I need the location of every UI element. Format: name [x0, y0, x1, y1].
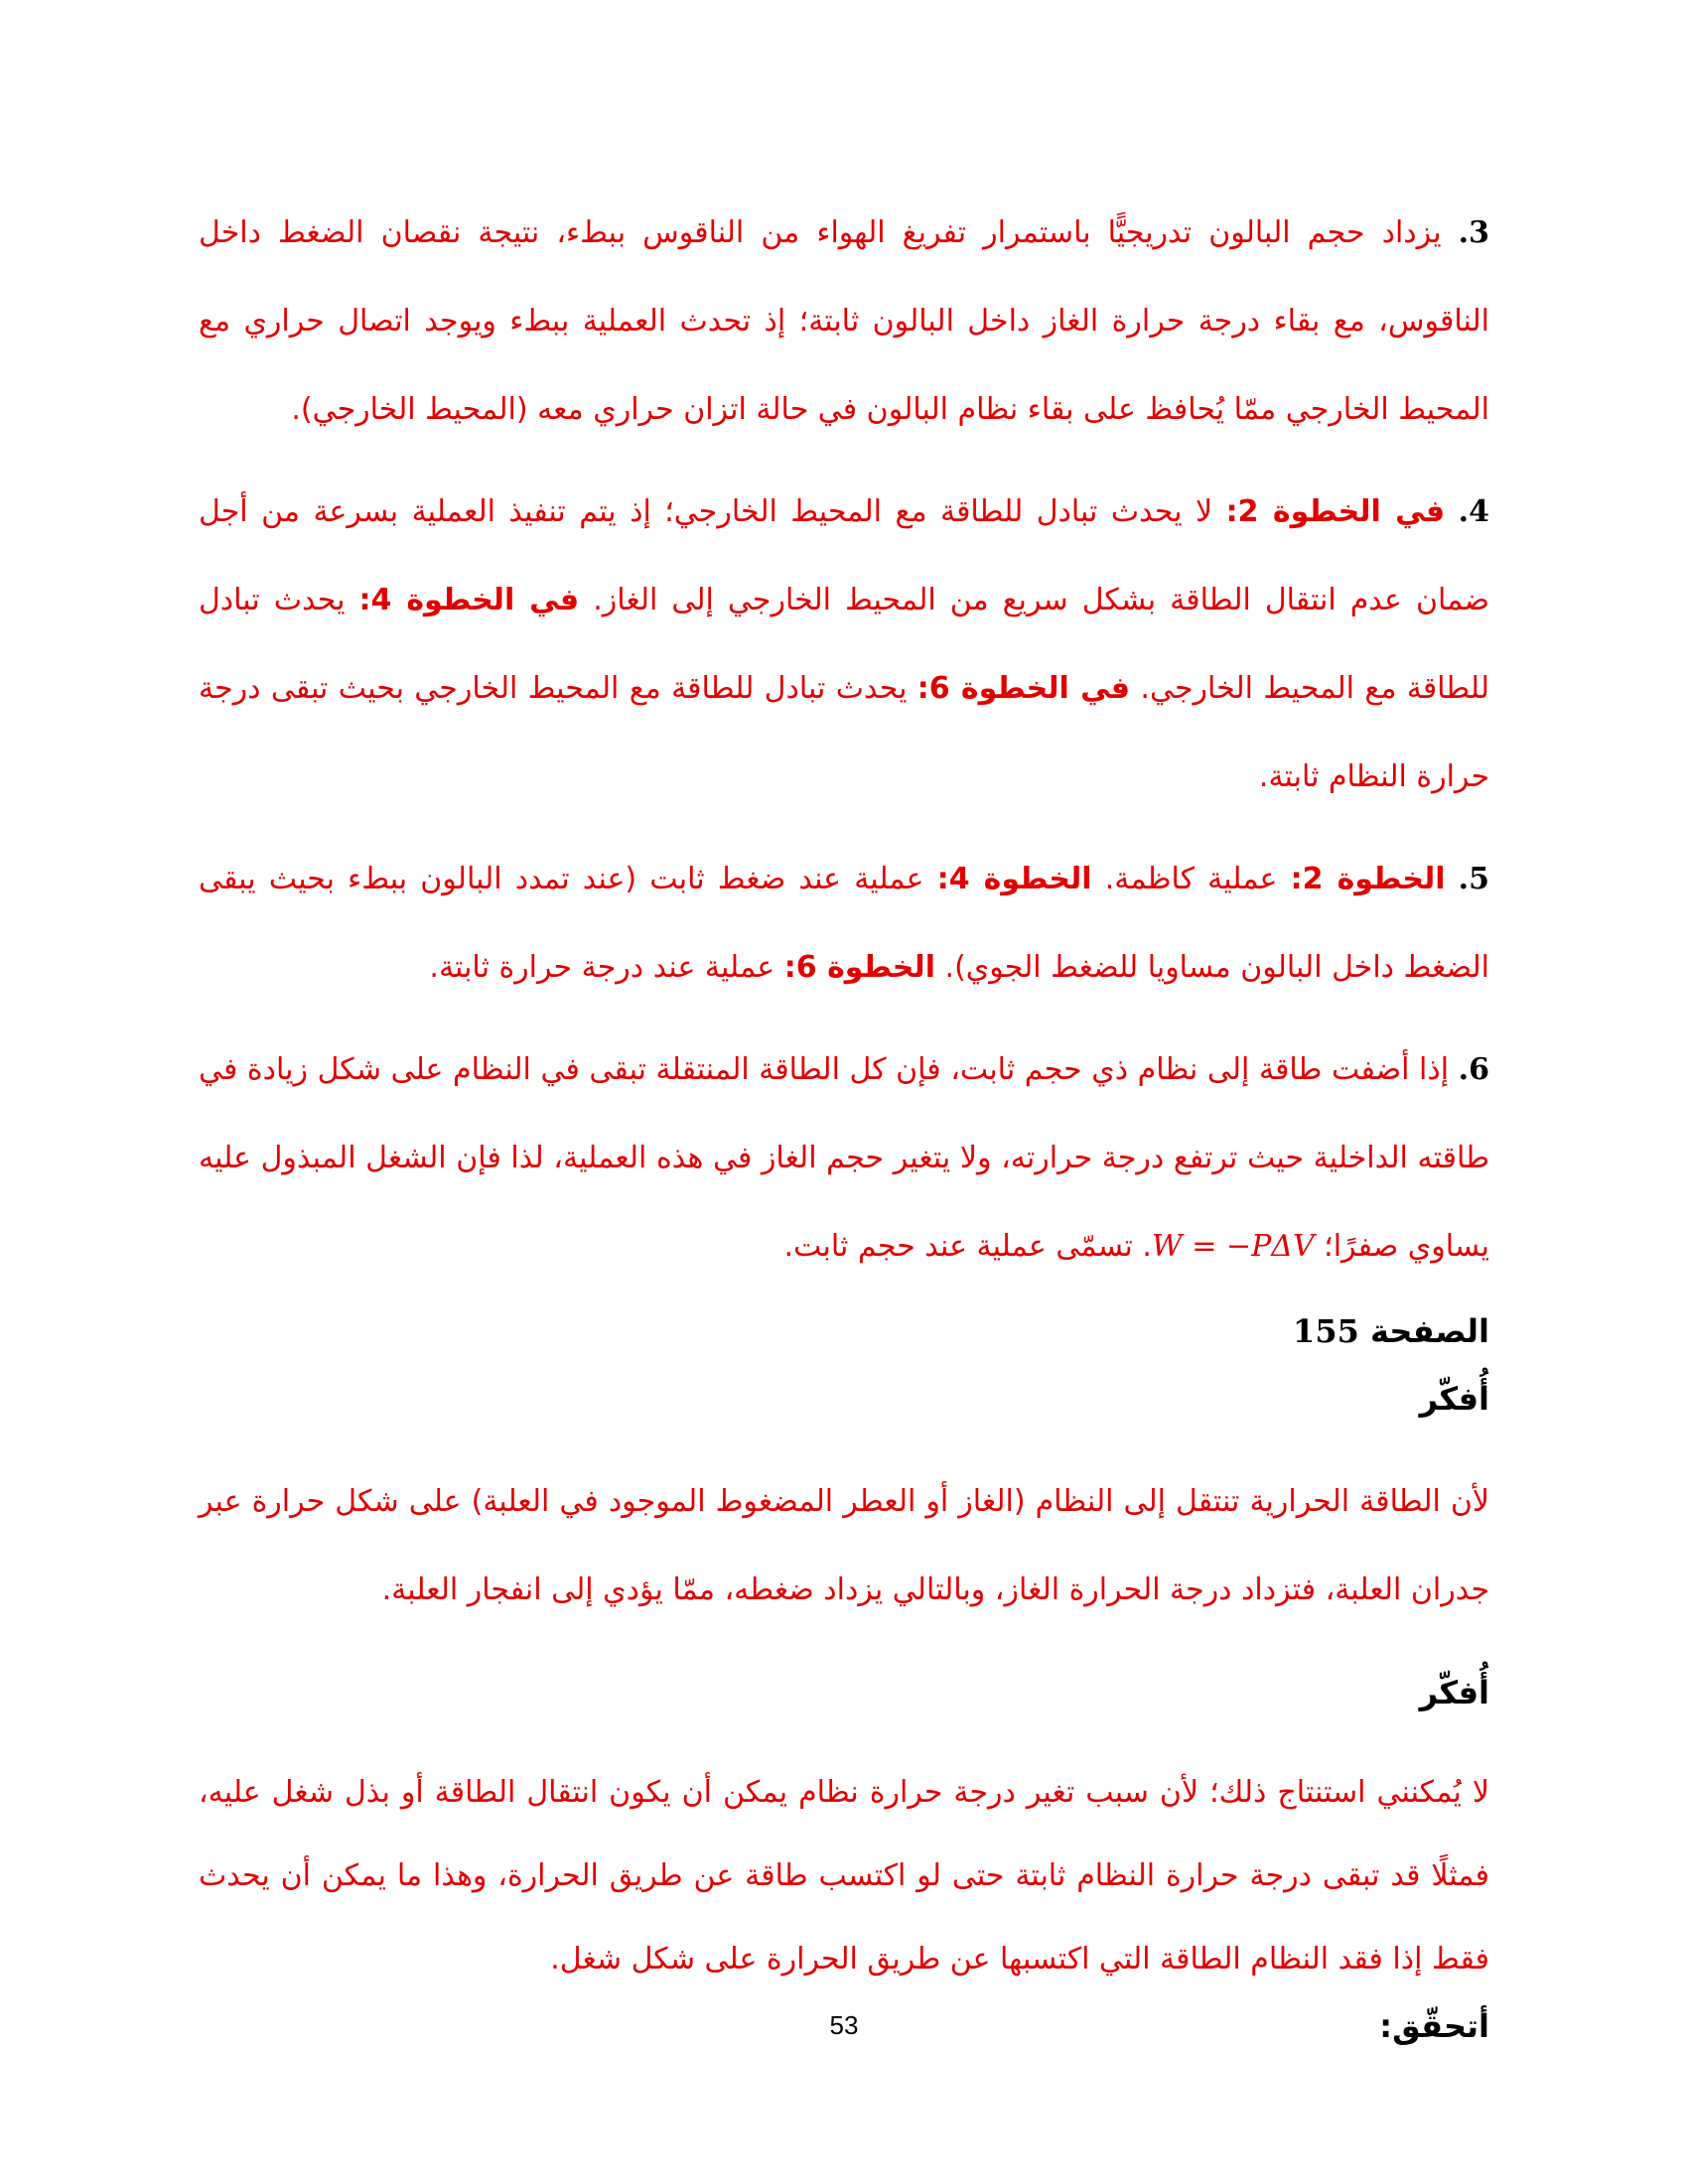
think-heading-1: أُفكّر [1419, 1380, 1489, 1418]
step-2-label: في الخطوة 2: [1225, 494, 1446, 529]
paragraph-text: إذا أضفت طاقة إلى نظام ذي حجم ثابت، فإن كل الطاقة المنتقلة تبقى في النظام على شكل زيادة في طاقته الداخلية حيث ترتفع درجة حرارته، ولا يتغير حجم الغاز في هذه العملية، لذا فإن الشغل المبذول عليه يساوي صفرًا؛ [199, 1052, 1489, 1264]
work-formula: W = −PΔV [1151, 1229, 1315, 1264]
verify-heading: أتحقّق: [1379, 2007, 1489, 2045]
step-2-text: عملية كاظمة. [1104, 862, 1278, 896]
step-4-label: في الخطوة 4: [358, 583, 580, 617]
step-6-text: عملية عند درجة حرارة ثابتة. [429, 950, 775, 985]
paragraph-text: يزداد حجم البالون تدريجيًّا باستمرار تفريغ الهواء من الناقوس ببطء، نتيجة نقصان الضغط داخل الناقوس، مع بقاء درجة حرارة الغاز داخل البالون ثابتة؛ إذ تحدث العملية ببطء ويوجد اتصال حراري مع المحيط الخارجي ممّا يُحافظ على بقاء نظام البالون في حالة اتزان حراري معه (المحيط الخارجي). [199, 215, 1489, 427]
paragraph-tail: . تسمّى عملية عند حجم ثابت. [783, 1229, 1152, 1264]
step-6-label: في الخطوة 6: [916, 671, 1131, 706]
think-answer-2 [199, 1751, 1489, 2001]
paragraph-5 [199, 835, 1489, 1012]
page-content [199, 189, 1489, 2045]
textbook-page-label: الصفحة [1369, 1312, 1489, 1350]
step-4-text: عملية عند ضغط ثابت (عند تمدد البالون ببطء بحيث يبقى الضغط داخل البالون مساويا للضغط الجوي). [199, 862, 1489, 985]
step-4-label: الخطوة 4: [936, 862, 1092, 896]
textbook-page-number: 155 [1293, 1312, 1359, 1350]
step-2-text: لا يحدث تبادل للطاقة مع المحيط الخارجي؛ إذ يتم تنفيذ العملية بسرعة من أجل ضمان عدم انتقال الطاقة بشكل سريع من المحيط الخارجي إلى الغاز. [199, 494, 1489, 617]
item-number: 5. [1458, 862, 1489, 896]
textbook-page-heading [199, 1312, 1489, 1350]
step-6-label: الخطوة 6: [783, 950, 935, 985]
item-number: 4. [1458, 494, 1489, 529]
paragraph-3 [199, 189, 1489, 454]
item-number: 6. [1458, 1052, 1489, 1087]
item-number: 3. [1458, 215, 1489, 250]
paragraph-4 [199, 468, 1489, 821]
page-number: 53 [829, 2010, 859, 2040]
paragraph-text: لأن الطاقة الحرارية تنتقل إلى النظام (الغاز أو العطر المضغوط الموجود في العلبة) على شكل حرارة عبر جدران العلبة، فتزداد درجة الحرارة الغاز، وبالتالي يزداد ضغطه، ممّا يؤدي إلى انفجار العلبة. [199, 1484, 1489, 1607]
paragraph-text: لا يُمكنني استنتاج ذلك؛ لأن سبب تغير درجة حرارة نظام يمكن أن يكون انتقال الطاقة أو بذل شغل عليه، فمثلًا قد تبقى درجة حرارة النظام ثابتة حتى لو اكتسب طاقة عن طريق الحرارة، وهذا ما يمكن أن يحدث فقط إذا فقد النظام الطاقة التي اكتسبها عن طريق الحرارة على شكل شغل. [199, 1775, 1489, 1977]
step-4-text: يحدث تبادل للطاقة مع المحيط الخارجي. [199, 583, 1489, 706]
step-2-label: الخطوة 2: [1290, 862, 1446, 896]
think-heading-2: أُفكّر [1419, 1674, 1489, 1711]
step-6-text: يحدث تبادل للطاقة مع المحيط الخارجي بحيث تبقى درجة حرارة النظام ثابتة. [199, 671, 1489, 794]
paragraph-6 [199, 1025, 1489, 1291]
think-answer-1 [199, 1457, 1489, 1634]
